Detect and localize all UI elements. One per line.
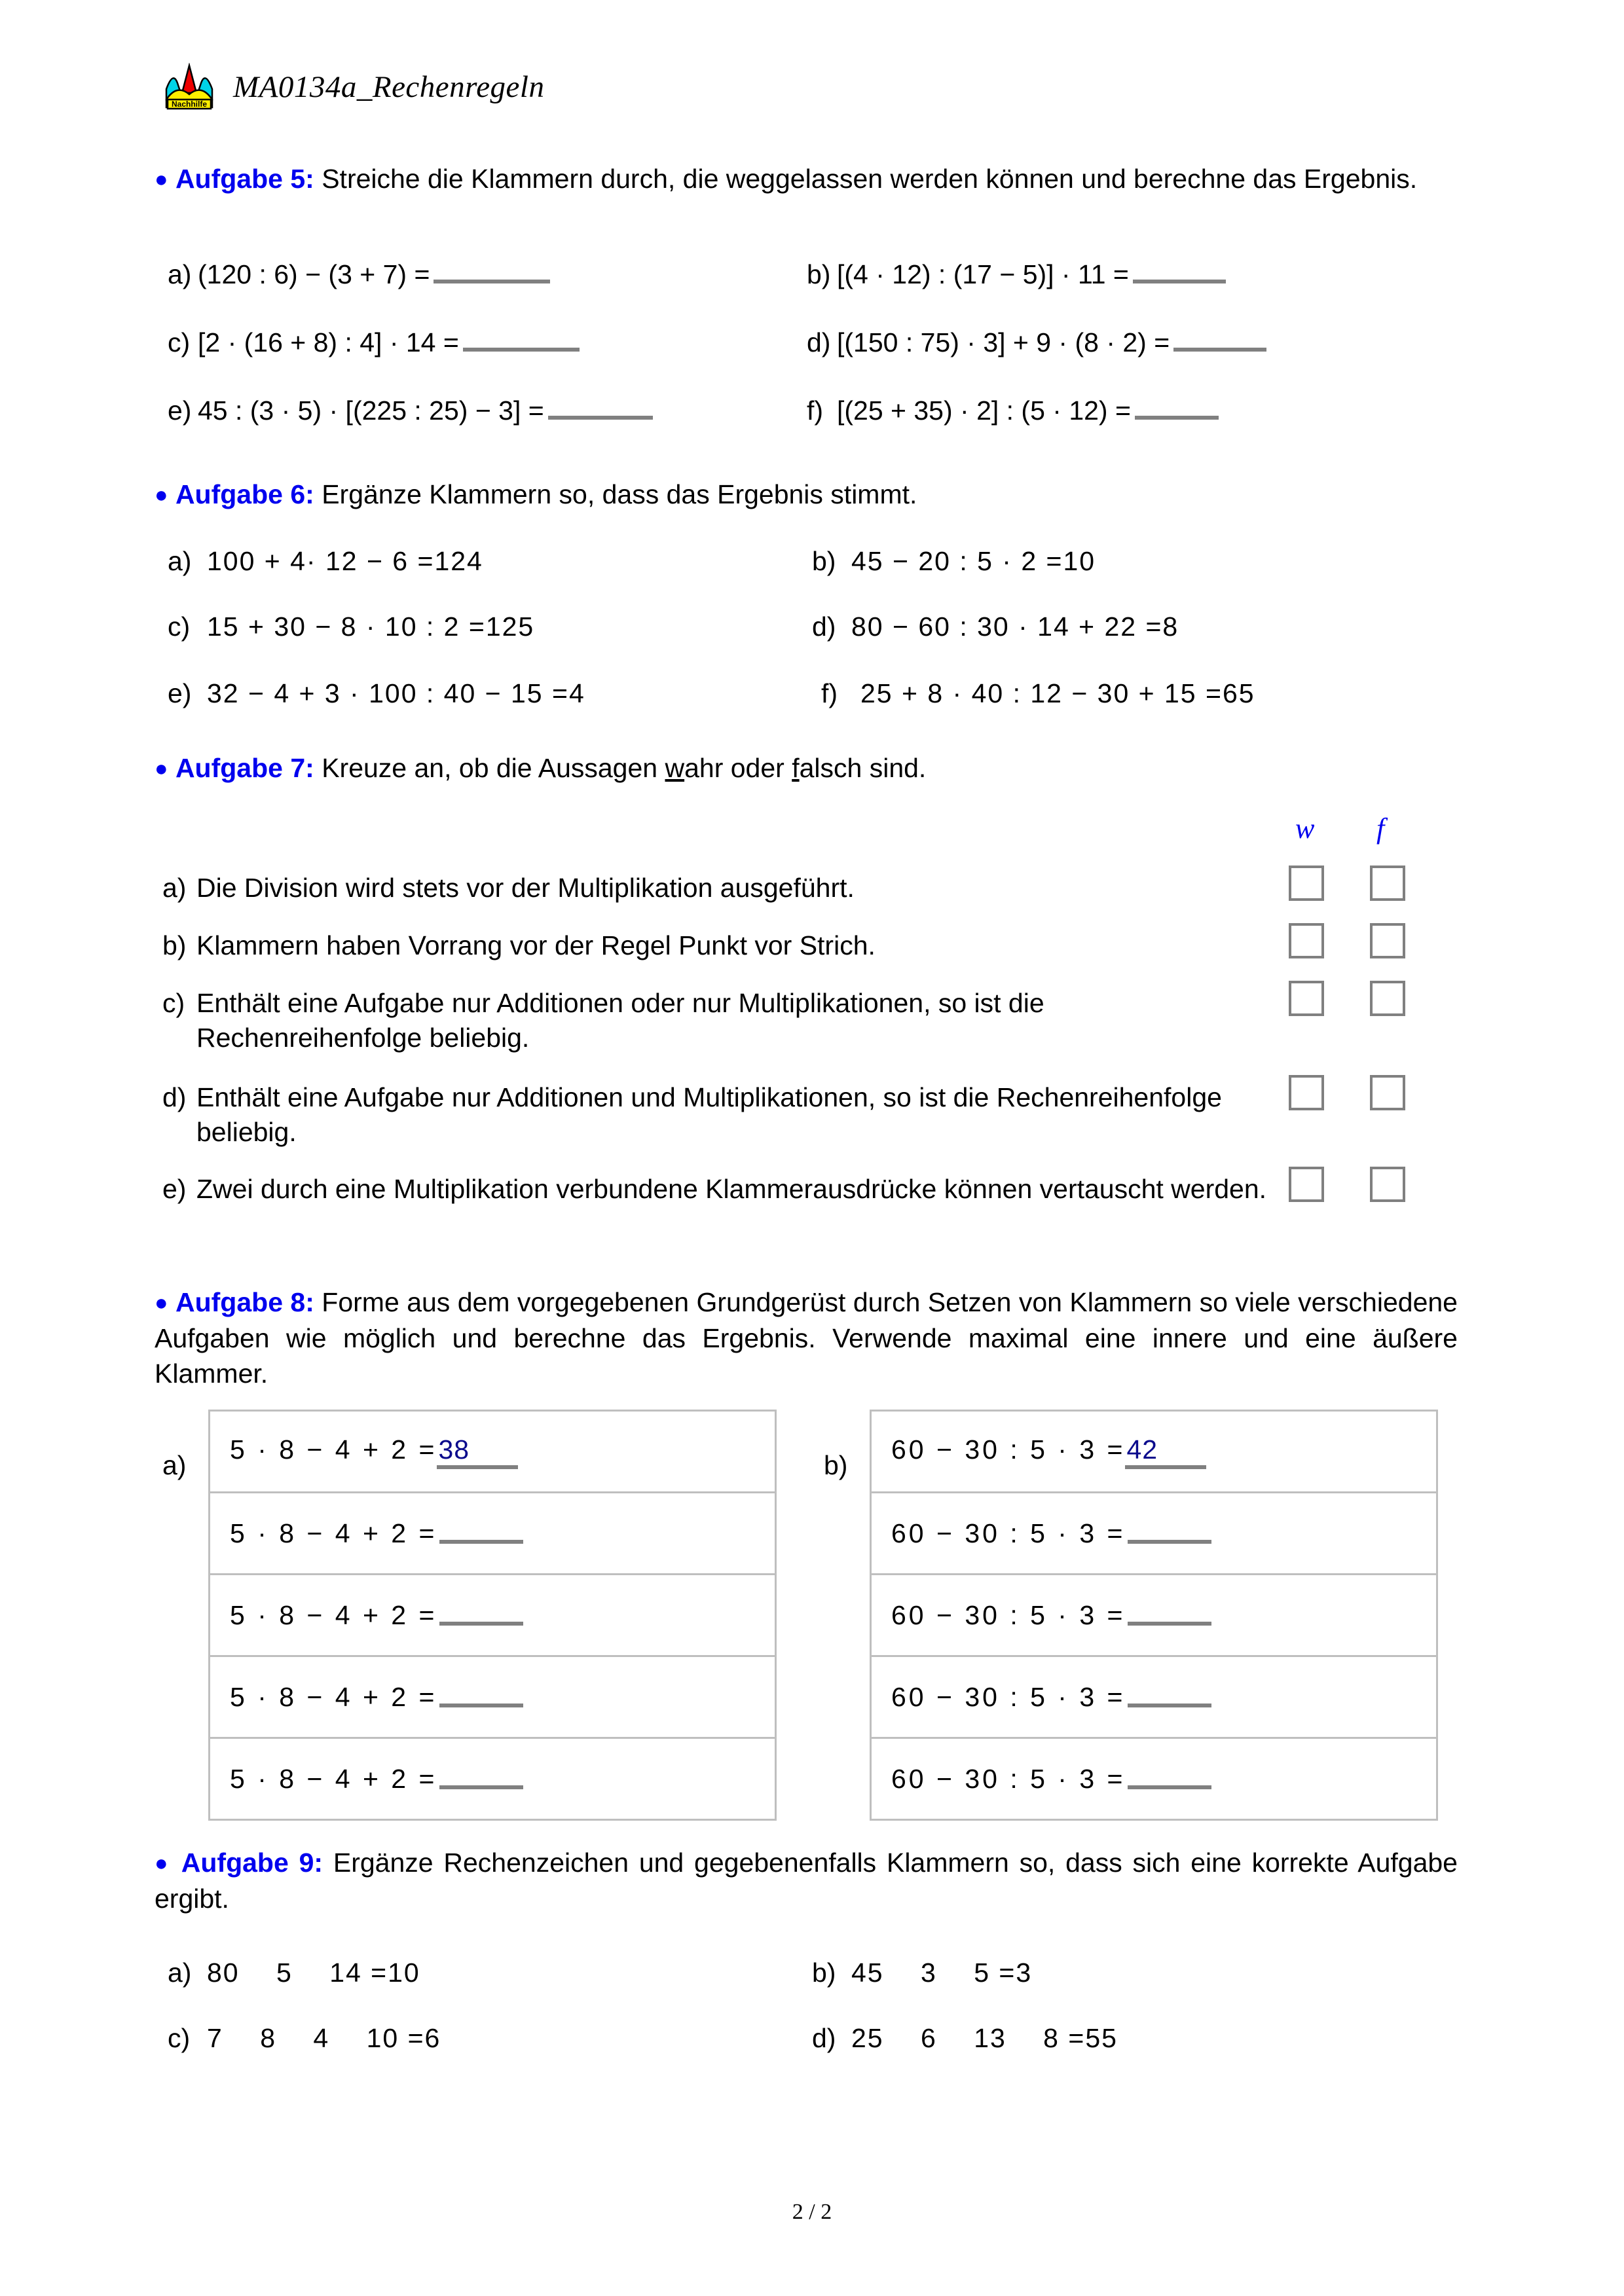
table-row (210, 1656, 776, 1738)
item-letter: d) (812, 611, 836, 642)
answer-filled[interactable]: 38 (437, 1434, 518, 1469)
answer-blank[interactable] (1128, 1602, 1211, 1626)
task-7-intro-post: alsch sind. (799, 753, 927, 783)
item-letter: b) (812, 1958, 836, 1988)
task6-item-d (812, 611, 1179, 642)
item-letter: d) (807, 327, 831, 357)
expression: 5 · 8 − 4 + 2 = (230, 1599, 437, 1630)
answer-blank[interactable] (1128, 1520, 1211, 1544)
table-row (871, 1738, 1437, 1820)
page-header (162, 63, 544, 111)
task-6-intro-text: Ergänze Klammern so, dass das Ergebnis stimmt. (314, 479, 917, 509)
task-9-label: Aufgabe 9: (181, 1848, 323, 1878)
item-letter: b) (162, 930, 187, 960)
table-row (871, 1656, 1437, 1738)
expression: 5 · 8 − 4 + 2 = (230, 1434, 437, 1465)
item-letter: e) (168, 395, 192, 426)
answer-blank[interactable] (548, 396, 653, 420)
task-7-intro (155, 750, 1458, 786)
item-letter: a) (168, 259, 192, 289)
task5-item-f (807, 395, 1219, 426)
task8-column-b-letter: b) (824, 1450, 848, 1480)
checkbox-c-false[interactable] (1370, 981, 1405, 1016)
answer-filled[interactable]: 42 (1125, 1434, 1206, 1469)
table-cell[interactable] (871, 1411, 1437, 1493)
task-7-label: Aufgabe 7: (175, 753, 314, 783)
item-letter: a) (162, 873, 187, 903)
item-letter: f) (807, 395, 824, 426)
task-8-intro-text: Forme aus dem vorgegebenen Grundgerüst durch Setzen von Klammern so viele verschiedene Aufgaben wie möglich und berechne das Ergebnis. Verwende maximal eine innere und eine äußere Klammer. (155, 1287, 1458, 1389)
statement-text: Die Division wird stets vor der Multiplikation ausgeführt. (196, 873, 855, 903)
answer-blank[interactable] (439, 1766, 523, 1789)
table-row (210, 1738, 776, 1820)
item-expression: [(150 : 75) · 3] + 9 · (8 · 2) = (837, 327, 1170, 357)
item-expression[interactable]: 80 5 14 =10 (207, 1958, 420, 1988)
expression: 60 − 30 : 5 · 3 = (891, 1681, 1126, 1712)
item-expression: 100 + 4· 12 − 6 =124 (207, 546, 483, 576)
checkbox-b-true[interactable] (1289, 923, 1324, 958)
item-expression: 25 + 8 · 40 : 12 − 30 + 15 =65 (860, 678, 1255, 708)
task-6-intro (155, 477, 1458, 513)
checkbox-a-false[interactable] (1370, 866, 1405, 901)
table-cell[interactable] (210, 1411, 776, 1493)
statement-text: Klammern haben Vorrang vor der Regel Punkt vor Strich. (196, 930, 876, 960)
item-letter: e) (168, 678, 192, 708)
task8-table-b (870, 1410, 1438, 1821)
checkbox-a-true[interactable] (1289, 866, 1324, 901)
table-row (210, 1575, 776, 1656)
task-7-intro-pre: Kreuze an, ob die Aussagen (314, 753, 665, 783)
item-expression[interactable]: 45 3 5 =3 (851, 1958, 1033, 1988)
item-expression: (120 : 6) − (3 + 7) = (198, 259, 430, 289)
task-8-intro (155, 1285, 1458, 1392)
item-expression: [2 · (16 + 8) : 4] · 14 = (198, 327, 459, 357)
item-expression: 80 − 60 : 30 · 14 + 22 =8 (851, 611, 1179, 642)
svg-text:Nachhilfe: Nachhilfe (171, 100, 208, 109)
table-row (871, 1411, 1437, 1493)
bullet-icon: ● (155, 756, 168, 781)
task-9-intro (155, 1845, 1458, 1916)
item-letter: d) (162, 1082, 187, 1112)
item-letter: c) (162, 988, 185, 1018)
expression: 60 − 30 : 5 · 3 = (891, 1434, 1126, 1465)
statement-text: Zwei durch eine Multiplikation verbundene Klammerausdrücke können vertauscht werden. (196, 1174, 1267, 1204)
task7-statement-a (162, 871, 1249, 905)
task7-statement-c (162, 986, 1269, 1056)
answer-blank[interactable] (434, 260, 550, 283)
task7-statement-b (162, 928, 1249, 963)
table-cell[interactable] (210, 1493, 776, 1575)
task-5-intro (155, 161, 1458, 197)
nachhilfe-logo-icon (162, 63, 216, 111)
table-row (871, 1575, 1437, 1656)
task5-item-d (807, 327, 1266, 358)
task6-item-c (168, 611, 534, 642)
task-8-label: Aufgabe 8: (175, 1287, 314, 1317)
checkbox-d-false[interactable] (1370, 1075, 1405, 1110)
task6-item-e (168, 678, 585, 709)
task-5-label: Aufgabe 5: (175, 164, 314, 194)
answer-blank[interactable] (1128, 1766, 1211, 1789)
task-7-intro-w: w (665, 753, 685, 783)
checkbox-d-true[interactable] (1289, 1075, 1324, 1110)
document-title: MA0134a_Rechenregeln (233, 70, 545, 104)
task-7-intro-f: f (792, 753, 800, 783)
item-letter: a) (168, 546, 192, 576)
task7-statement-d (162, 1080, 1249, 1150)
task-9-intro-text: Ergänze Rechenzeichen und gegebenenfalls Klammern so, dass sich eine korrekte Aufgabe ergibt. (155, 1848, 1458, 1914)
table-row (871, 1493, 1437, 1575)
item-letter: d) (812, 2023, 836, 2053)
task7-statement-e (162, 1172, 1269, 1207)
answer-blank[interactable] (439, 1520, 523, 1544)
item-letter: b) (807, 259, 831, 289)
item-letter: a) (168, 1958, 192, 1988)
column-header-true: w (1295, 812, 1315, 845)
answer-blank[interactable] (1135, 396, 1219, 420)
table-row (210, 1493, 776, 1575)
answer-blank[interactable] (1133, 260, 1226, 283)
item-expression[interactable]: 7 8 4 10 =6 (207, 2023, 441, 2053)
answer-blank[interactable] (439, 1684, 523, 1707)
table-cell[interactable] (871, 1738, 1437, 1820)
expression: 5 · 8 − 4 + 2 = (230, 1681, 437, 1712)
statement-text: Enthält eine Aufgabe nur Additionen und Multiplikationen, so ist die Rechenreihenfolge beliebig. (196, 1082, 1222, 1148)
task6-item-f (821, 678, 1255, 709)
column-header-false: f (1376, 812, 1385, 845)
task9-item-a (168, 1958, 420, 1988)
task6-item-b (812, 546, 1096, 577)
expression: 60 − 30 : 5 · 3 = (891, 1599, 1126, 1630)
table-cell[interactable] (871, 1656, 1437, 1738)
item-expression: 45 : (3 · 5) · [(225 : 25) − 3] = (198, 395, 544, 426)
checkbox-e-true[interactable] (1289, 1167, 1324, 1202)
expression: 60 − 30 : 5 · 3 = (891, 1763, 1126, 1794)
item-letter: e) (162, 1174, 187, 1204)
task-7-intro-mid: ahr oder (684, 753, 792, 783)
bullet-icon: ● (155, 167, 168, 192)
task-6-label: Aufgabe 6: (175, 479, 314, 509)
page-number: 2 / 2 (792, 2200, 832, 2224)
item-letter: c) (168, 327, 191, 357)
item-expression: [(25 + 35) · 2] : (5 · 12) = (837, 395, 1131, 426)
item-expression: [(4 · 12) : (17 − 5)] · 11 = (837, 259, 1129, 289)
item-expression: 15 + 30 − 8 · 10 : 2 =125 (207, 611, 535, 642)
expression: 60 − 30 : 5 · 3 = (891, 1518, 1126, 1548)
item-letter: c) (168, 2023, 191, 2053)
item-expression: 32 − 4 + 3 · 100 : 40 − 15 =4 (207, 678, 585, 708)
task5-item-c (168, 327, 580, 358)
task6-item-a (168, 546, 483, 577)
item-letter: f) (821, 678, 838, 708)
statement-text: Enthält eine Aufgabe nur Additionen oder nur Multiplikationen, so ist die Rechenreihenfolge beliebig. (196, 988, 1044, 1053)
table-row (210, 1411, 776, 1493)
bullet-icon: ● (155, 1290, 168, 1315)
task8-column-a-letter: a) (162, 1450, 187, 1480)
answer-blank[interactable] (463, 328, 580, 352)
task9-item-d (812, 2023, 1118, 2054)
table-cell[interactable] (871, 1575, 1437, 1656)
page-footer (0, 2200, 1624, 2225)
item-expression: 45 − 20 : 5 · 2 =10 (851, 546, 1096, 576)
bullet-icon: ● (155, 483, 168, 507)
checkbox-c-true[interactable] (1289, 981, 1324, 1016)
checkbox-b-false[interactable] (1370, 923, 1405, 958)
answer-blank[interactable] (439, 1602, 523, 1626)
table-cell[interactable] (210, 1575, 776, 1656)
item-expression[interactable]: 25 6 13 8 =55 (851, 2023, 1118, 2053)
task9-item-b (812, 1958, 1032, 1988)
task9-item-c (168, 2023, 441, 2054)
checkbox-e-false[interactable] (1370, 1167, 1405, 1202)
task-5-intro-text: Streiche die Klammern durch, die weggelassen werden können und berechne das Ergebnis. (314, 164, 1418, 194)
item-letter: b) (812, 546, 836, 576)
task8-table-a (208, 1410, 777, 1821)
table-cell[interactable] (210, 1656, 776, 1738)
task5-item-b (807, 259, 1226, 290)
expression: 5 · 8 − 4 + 2 = (230, 1518, 437, 1548)
bullet-icon: ● (155, 1851, 171, 1876)
task5-item-e (168, 395, 653, 426)
expression: 5 · 8 − 4 + 2 = (230, 1763, 437, 1794)
table-cell[interactable] (871, 1493, 1437, 1575)
item-letter: c) (168, 611, 191, 642)
answer-blank[interactable] (1173, 328, 1266, 352)
answer-blank[interactable] (1128, 1684, 1211, 1707)
table-cell[interactable] (210, 1738, 776, 1820)
task5-item-a (168, 259, 550, 290)
